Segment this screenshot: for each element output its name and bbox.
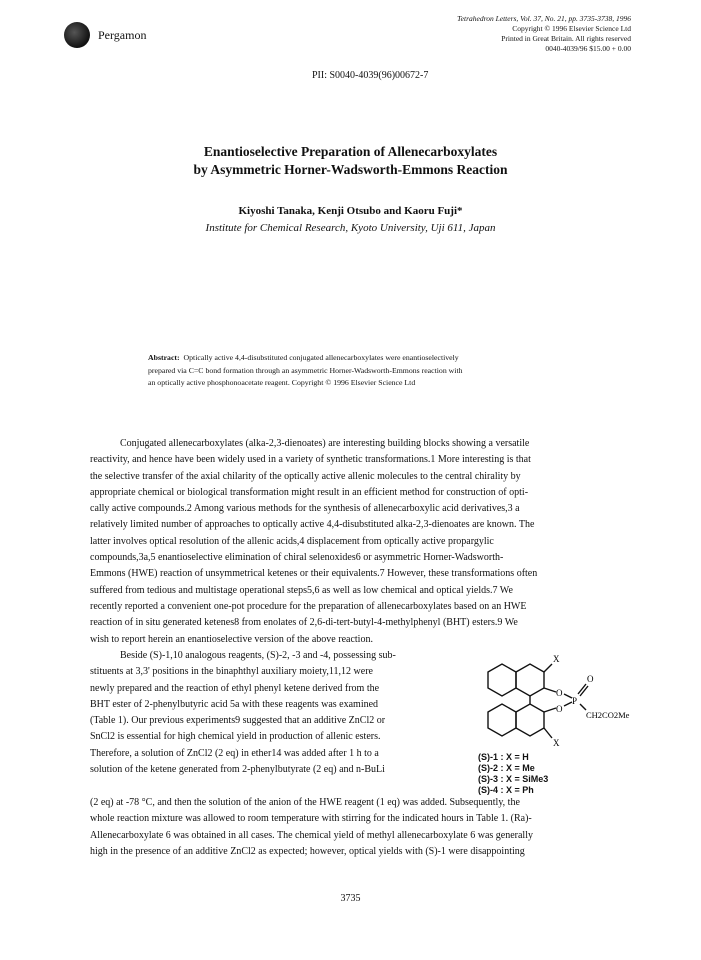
price-line: 0040-4039/96 $15.00 + 0.00 bbox=[545, 44, 631, 53]
body-line: whole reaction mixture was allowed to room temperature with stirring for the indicated hours in Table 1. (Ra)- bbox=[90, 813, 532, 825]
atom-o: O bbox=[556, 704, 563, 714]
atom-o: O bbox=[556, 688, 563, 698]
body-line: recently reported a convenient one-pot procedure for the preparation of allenecarboxylates based on an HWE bbox=[90, 600, 527, 612]
body-line: high in the presence of an additive ZnCl2 as expected; however, optical yields with (S)-1 were disappointing bbox=[90, 845, 525, 857]
article-title bbox=[0, 143, 701, 179]
body-line: Emmons (HWE) reaction of unsymmetrical ketenes or their equivalents.7 However, these transformations often bbox=[90, 568, 538, 580]
reagent-label: (S)-2 : X = Me bbox=[478, 763, 535, 773]
atom-p: P bbox=[572, 696, 578, 706]
abstract-line-3: an optically active phosphonoacetate reagent. Copyright © 1996 Elsevier Science Ltd bbox=[148, 378, 416, 387]
abstract-label: Abstract: bbox=[148, 353, 180, 362]
body-line: BHT ester of 2-phenylbutyric acid 5a with these reagents was examined bbox=[90, 698, 379, 710]
reagent-label: (S)-4 : X = Ph bbox=[478, 785, 534, 795]
substituent-x-top: X bbox=[553, 654, 560, 664]
publisher-logo bbox=[64, 22, 90, 48]
abstract bbox=[148, 352, 568, 390]
ch2co2me-group: CH2CO2Me bbox=[586, 710, 630, 720]
publisher-name: Pergamon bbox=[98, 28, 147, 42]
body-line: stituents at 3,3' positions in the binaphthyl auxiliary moiety,11,12 were bbox=[90, 666, 373, 678]
body-line: cally active compounds.2 Among various methods for the synthesis of allenecarboxylic acid derivatives,3 a bbox=[90, 503, 520, 515]
body-line: reaction of in situ generated ketenes8 from enolates of 2,6-di-tert-butyl-4-methylphenyl (BHT) esters.9 We bbox=[90, 617, 518, 629]
body-line: the selective transfer of the axial chilarity of the optically active allenic molecules to the central chirality by bbox=[90, 470, 521, 482]
title-line-2: by Asymmetric Horner-Wadsworth-Emmons Reaction bbox=[193, 162, 508, 177]
printed-line: Printed in Great Britain. All rights reserved bbox=[501, 34, 631, 43]
body-line: appropriate chemical or biological transformation might result in an efficient method for construction of opti- bbox=[90, 486, 529, 498]
body-line: (2 eq) at -78 °C, and then the solution of the anion of the HWE reagent (1 eq) was added. Subsequently, the bbox=[90, 797, 520, 808]
body-line: relatively limited number of approaches to optically active 4,4-disubstituted alka-2,3-dienoates are known. The bbox=[90, 519, 535, 531]
reagent-labels bbox=[478, 752, 548, 796]
journal-line: Tetrahedron Letters, Vol. 37, No. 21, pp. 3735-3738, 1996 bbox=[457, 14, 631, 23]
copyright-line: Copyright © 1996 Elsevier Science Ltd bbox=[512, 24, 631, 33]
journal-info bbox=[457, 14, 631, 54]
authors: Kiyoshi Tanaka, Kenji Otsubo and Kaoru Fuji* bbox=[238, 205, 463, 217]
substituent-x-bottom: X bbox=[553, 738, 560, 748]
body-line: reactivity, and hence have been widely used in a variety of synthetic transformations.1 More interesting is that bbox=[90, 454, 531, 466]
reagent-label: (S)-1 : X = H bbox=[478, 752, 529, 762]
body-line: Beside (S)-1,10 analogous reagents, (S)-2, -3 and -4, possessing sub- bbox=[120, 650, 396, 661]
pii: PII: S0040-4039(96)00672-7 bbox=[312, 70, 429, 81]
page-number: 3735 bbox=[340, 893, 361, 904]
body-paragraph-2 bbox=[90, 648, 460, 778]
body-line: Allenecarboxylate 6 was obtained in all cases. The chemical yield of methyl allenecarboxylate 6 was generally bbox=[90, 829, 533, 841]
body-line: latter involves optical resolution of the allenic acids,4 displacement from optically active propargylic bbox=[90, 535, 494, 547]
reagent-label: (S)-3 : X = SiMe3 bbox=[478, 774, 549, 784]
title-line-1: Enantioselective Preparation of Allenecarboxylates bbox=[203, 144, 498, 159]
body-line: compounds,3a,5 enantioselective elimination of chiral selenoxides6 or asymmetric Horner-Wadsworth- bbox=[90, 552, 504, 564]
atom-o: O bbox=[587, 674, 594, 684]
body-paragraph-3 bbox=[90, 795, 630, 860]
body-line: solution of the ketene generated from 2-phenylbutyrate (2 eq) and n-BuLi bbox=[90, 764, 385, 776]
body-line: (Table 1). Our previous experiments9 suggested that an additive ZnCl2 or bbox=[90, 715, 386, 727]
body-line: SnCl2 is essential for high chemical yield in production of allenic esters. bbox=[90, 731, 381, 743]
body-line: Therefore, a solution of ZnCl2 (2 eq) in ether14 was added after 1 h to a bbox=[90, 747, 379, 759]
body-line: suffered from tedious and multistage operational steps5,6 as well as low chemical and optical yields.7 We bbox=[90, 584, 513, 596]
body-line: newly prepared and the reaction of ethyl phenyl ketene derived from the bbox=[90, 682, 380, 694]
body-line: Conjugated allenecarboxylates (alka-2,3-dienoates) are interesting building blocks showing a versatile bbox=[120, 438, 530, 449]
affiliation: Institute for Chemical Research, Kyoto University, Uji 611, Japan bbox=[205, 222, 496, 234]
body-paragraph-1 bbox=[90, 436, 630, 648]
abstract-line-2: prepared via C=C bond formation through an asymmetric Horner-Wadsworth-Emmons reaction with bbox=[148, 365, 463, 375]
abstract-line-1: Optically active 4,4-disubstituted conjugated allenecarboxylates were enantioselectively bbox=[183, 353, 459, 362]
body-line: wish to report herein an enantioselective version of the above reaction. bbox=[90, 633, 373, 645]
